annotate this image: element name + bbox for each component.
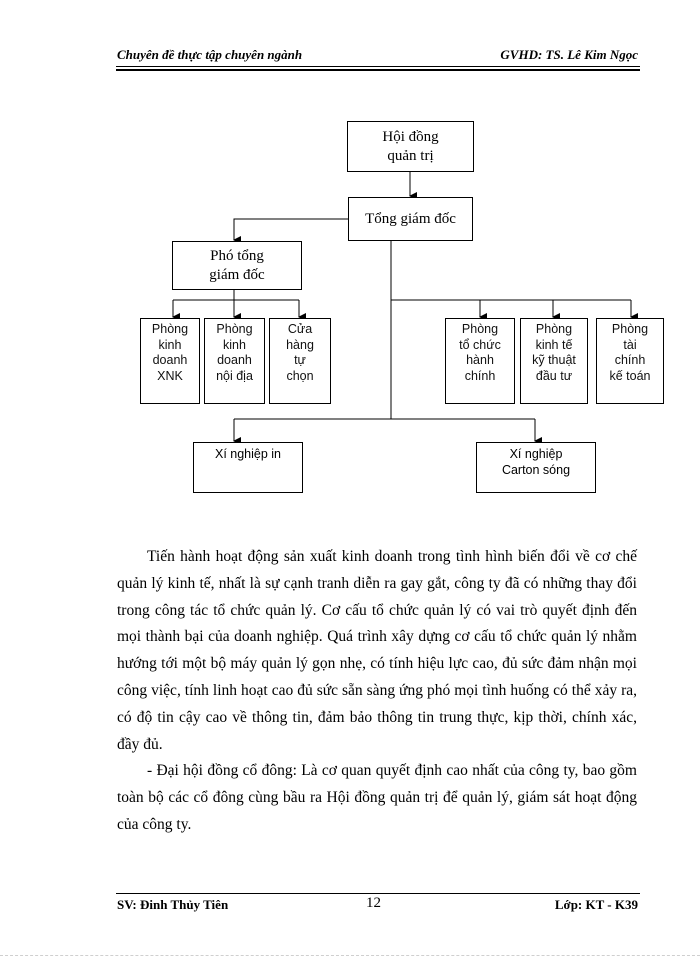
paragraph-1: Tiến hành hoạt động sản xuất kinh doanh trong tình hình biến đổi về cơ chế quản lý kinh tế, nhất là sự cạnh tranh diễn ra gay gắt, công ty đã có những thay đổi trong công tác tổ chức quản lý. Cơ cấu tổ chức quản lý có vai trò quyết định đến mọi thành bại của doanh nghiệp. Quá trình xây dựng cơ cấu tổ chức quản lý nhằm hướng tới một bộ máy quản lý gọn nhẹ, có tính hiệu lực cao, đủ sức đảm nhận mọi công việc, tính linh hoạt cao đủ sức sẵn sàng ứng phó mọi tình huống có thể xảy ra, có độ tin cậy cao về thông tin, đảm bảo thông tin trung thực, kịp thời, chính xác, đầy đủ. — [117, 548, 637, 753]
footer-student: SV: Đinh Thủy Tiên — [117, 897, 229, 912]
body-text — [117, 544, 637, 839]
dept-label: Phòng kinh doanh nội địa — [216, 322, 253, 383]
page-edge — [0, 955, 700, 956]
page-number: 12 — [366, 895, 381, 911]
dept-label: Cửa hàng tự chọn — [286, 322, 314, 383]
org-box-dept-admin — [445, 318, 515, 404]
org-box-dept-engineering — [520, 318, 588, 404]
org-box-ceo-label: Tổng giám đốc — [365, 210, 456, 227]
dept-label: Phòng kinh doanh XNK — [151, 322, 189, 383]
org-box-dept-store — [269, 318, 331, 404]
factory-label: Xí nghiệp in — [214, 447, 282, 461]
factory-label: Xí nghiệp Carton sóng — [501, 447, 571, 477]
header-title: Chuyên đề thực tập chuyên ngành — [117, 47, 303, 62]
paragraph-2: - Đại hội đồng cổ đông: Là cơ quan quyết định cao nhất của công ty, bao gồm toàn bộ các cổ đông cùng bầu ra Hội đồng quản trị để quản lý, giám sát hoạt động của công ty. — [117, 762, 637, 833]
arrow-ceo-to-deputy — [234, 219, 348, 240]
org-box-deputy-label: Phó tổng giám đốc — [209, 247, 265, 283]
org-box-board — [347, 121, 474, 172]
org-box-dept-domestic — [204, 318, 265, 404]
dept-label: Phòng kinh tế kỹ thuật đầu tư — [532, 322, 576, 383]
footer-class: Lớp: KT - K39 — [554, 897, 638, 912]
org-box-factory-printing — [193, 442, 303, 493]
org-box-ceo — [348, 197, 473, 241]
dept-label: Phòng tổ chức hành chính — [459, 322, 501, 383]
org-box-dept-import-export — [140, 318, 200, 404]
org-box-board-label: Hội đồng quản trị — [382, 128, 439, 164]
org-box-dept-finance — [596, 318, 664, 404]
header-advisor: GVHD: TS. Lê Kim Ngọc — [500, 47, 638, 62]
org-box-deputy — [172, 241, 302, 290]
footer-divider — [116, 893, 640, 894]
dept-label: Phòng tài chính kế toán — [609, 322, 651, 383]
org-box-factory-carton — [476, 442, 596, 493]
